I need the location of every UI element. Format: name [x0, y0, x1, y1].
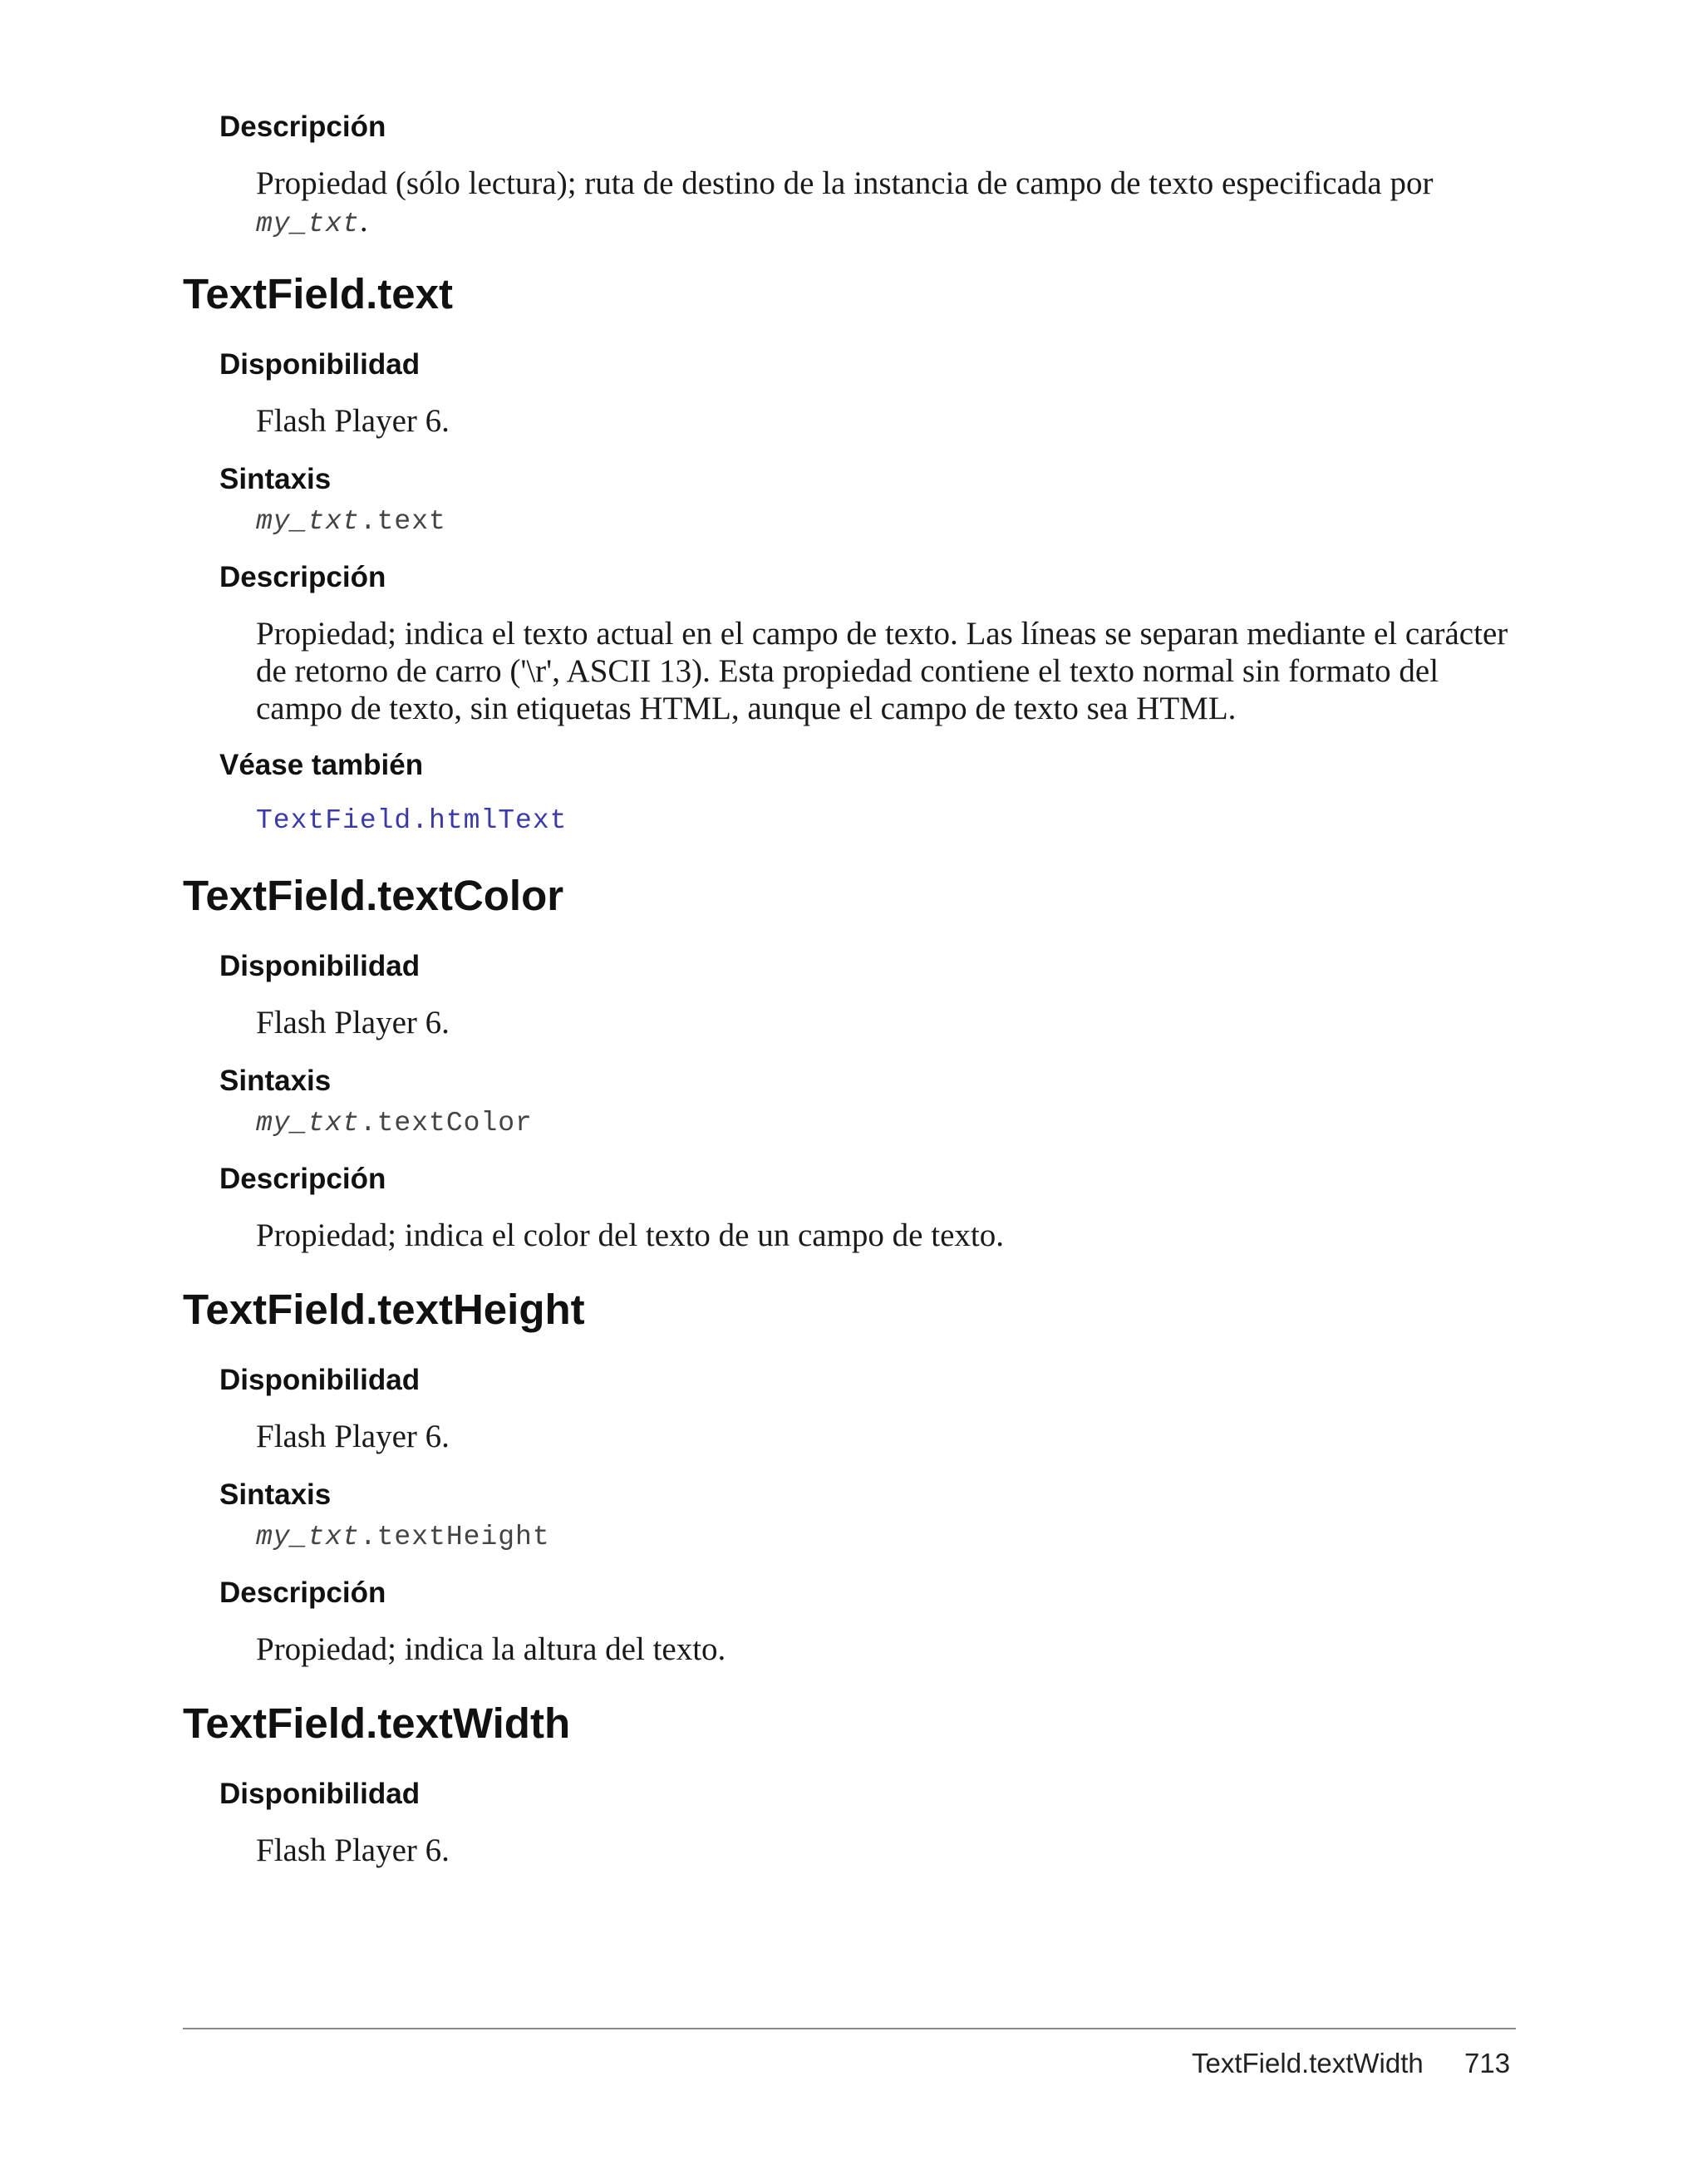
description-text: Propiedad; indica el color del texto de un campo de texto. [256, 1217, 1004, 1253]
syntax-code [256, 1521, 550, 1554]
description-text: Propiedad; indica la altura del texto. [256, 1631, 726, 1667]
entry-title-text: TextField.text [183, 270, 453, 317]
syntax-heading: Sintaxis [219, 463, 332, 495]
availability-heading: Disponibilidad [219, 1778, 421, 1810]
syntax-property: .text [359, 506, 446, 537]
syntax-heading: Sintaxis [219, 1065, 332, 1097]
description-paragraph [256, 165, 1519, 243]
availability-heading: Disponibilidad [219, 950, 421, 982]
see-also-heading: Véase también [219, 749, 424, 781]
availability-text: Flash Player 6. [256, 1832, 450, 1868]
description-text: Propiedad (sólo lectura); ruta de destino de la instancia de campo de texto especificada por [256, 165, 1434, 201]
syntax-code [256, 505, 446, 539]
footer-divider [183, 2028, 1516, 2029]
description-heading: Descripción [219, 1163, 386, 1195]
availability-text: Flash Player 6. [256, 403, 450, 439]
entry-title-textheight: TextField.textHeight [183, 1286, 585, 1333]
syntax-object: my_txt [256, 506, 360, 537]
description-heading: Descripción [219, 1577, 386, 1609]
description-end: . [359, 203, 368, 239]
availability-text: Flash Player 6. [256, 1005, 450, 1040]
description-text: Propiedad; indica el texto actual en el campo de texto. Las líneas se separan mediante el carácter de retorno de carro ('\r', ASCII 13). Esta propiedad contiene el texto normal sin formato del campo de texto, sin etiquetas HTML, aunque el campo de texto sea HTML. [256, 616, 1508, 726]
footer-running-title: TextField.textWidth [1192, 2048, 1424, 2078]
see-also-link-htmltext[interactable]: TextField.htmlText [256, 805, 568, 836]
entry-title-textcolor: TextField.textColor [183, 872, 564, 919]
syntax-property: .textHeight [359, 1522, 550, 1552]
syntax-object: my_txt [256, 1108, 360, 1139]
syntax-property: .textColor [359, 1108, 533, 1139]
code-object: my_txt [256, 209, 360, 239]
availability-heading: Disponibilidad [219, 1364, 421, 1396]
description-heading: Descripción [219, 111, 386, 143]
syntax-heading: Sintaxis [219, 1478, 332, 1511]
availability-heading: Disponibilidad [219, 348, 421, 381]
syntax-object: my_txt [256, 1522, 360, 1552]
availability-text: Flash Player 6. [256, 1419, 450, 1454]
see-also-list [256, 804, 567, 838]
description-heading: Descripción [219, 561, 386, 593]
entry-title-textwidth: TextField.textWidth [183, 1699, 571, 1747]
footer-page-number: 713 [1464, 2048, 1511, 2078]
syntax-code [256, 1107, 533, 1140]
